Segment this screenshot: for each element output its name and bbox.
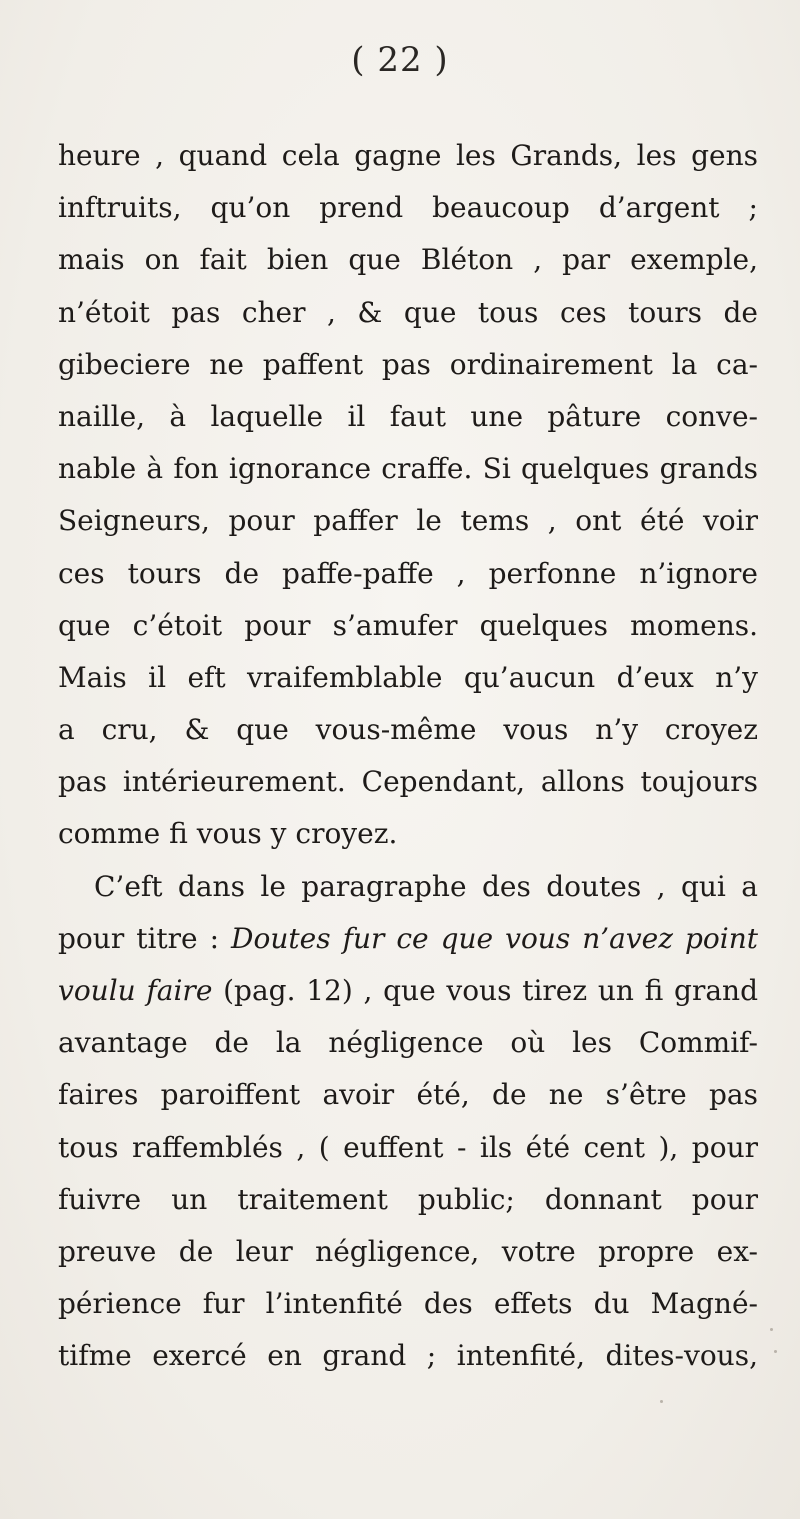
text-run: pas intérieurement. Cependant, allons toujours xyxy=(58,765,758,799)
text-line xyxy=(58,391,758,443)
text-line xyxy=(58,1122,758,1174)
text-run: nable à fon ignorance craffe. Si quelques grands xyxy=(58,452,758,486)
paper-speck xyxy=(774,1350,777,1353)
text-line xyxy=(58,704,758,756)
text-run: comme fi vous y croyez. xyxy=(58,817,398,851)
text-run: mais on fait bien que Bléton , par exemple, xyxy=(58,243,758,277)
text-line xyxy=(58,652,758,704)
text-run: heure , quand cela gagne les Grands, les gens xyxy=(58,139,758,172)
text-line xyxy=(58,600,758,652)
text-run: a cru, & que vous-même vous n’y croyez xyxy=(58,713,758,747)
text-line xyxy=(58,548,758,600)
paper-speck xyxy=(660,1400,663,1403)
text-run: (pag. 12) , que vous tirez un fi grand xyxy=(212,974,758,1007)
text-line xyxy=(58,234,758,286)
text-line xyxy=(58,913,758,965)
text-run: avantage de la négligence où les Commif- xyxy=(58,1026,758,1060)
text-line xyxy=(58,130,758,182)
text-run: fuivre un traitement public; donnant pour xyxy=(58,1182,758,1216)
text-run: périence fur l’intenfité des effets du Magné- xyxy=(58,1287,758,1321)
text-line xyxy=(58,443,758,495)
text-run: tifme exercé en grand ; intenfité, dites-vous, xyxy=(58,1339,758,1373)
text-line xyxy=(58,1174,758,1226)
text-run: pour titre : xyxy=(58,921,232,955)
text-line xyxy=(58,1069,758,1121)
text-run: C’eft dans le paragraphe des doutes , qui a xyxy=(94,869,758,903)
page-number: ( 22 ) xyxy=(351,40,449,80)
text-run: inftruits, qu’on prend beaucoup d’argent ; xyxy=(58,191,758,225)
text-line xyxy=(58,495,758,547)
text-run: Seigneurs, pour paffer le tems , ont été voir xyxy=(58,504,758,538)
text-line xyxy=(58,1017,758,1069)
text-run: n’étoit pas cher , & que tous ces tours de xyxy=(58,295,758,329)
text-line xyxy=(58,756,758,808)
text-run: naille, à laquelle il faut une pâture conve- xyxy=(58,399,758,433)
text-line xyxy=(58,287,758,339)
paper-speck xyxy=(770,1328,773,1331)
text-line xyxy=(58,1330,758,1382)
text-run: ces tours de paffe-paffe , perfonne n’ignore xyxy=(58,556,758,590)
text-line xyxy=(58,965,758,1017)
text-line xyxy=(58,339,758,391)
text-run: tous raffemblés , ( euffent - ils été cent ), pour xyxy=(58,1130,758,1164)
text-run: Mais il eft vraifemblable qu’aucun d’eux n’y xyxy=(58,660,758,694)
text-line xyxy=(58,808,758,860)
italic-text: Doutes fur ce que vous n’avez point xyxy=(231,921,758,955)
text-line xyxy=(58,1278,758,1330)
text-run: faires paroiffent avoir été, de ne s’être pas xyxy=(58,1078,758,1112)
italic-text: voulu faire xyxy=(58,974,213,1007)
text-run: gibeciere ne paffent pas ordinairement la ca- xyxy=(58,347,758,381)
text-line xyxy=(58,861,758,913)
text-run: que c’étoit pour s’amufer quelques momens. xyxy=(58,608,758,642)
body-text xyxy=(58,130,758,1383)
text-line xyxy=(58,1226,758,1278)
text-run: preuve de leur négligence, votre propre ex- xyxy=(58,1234,758,1268)
text-line xyxy=(58,182,758,234)
